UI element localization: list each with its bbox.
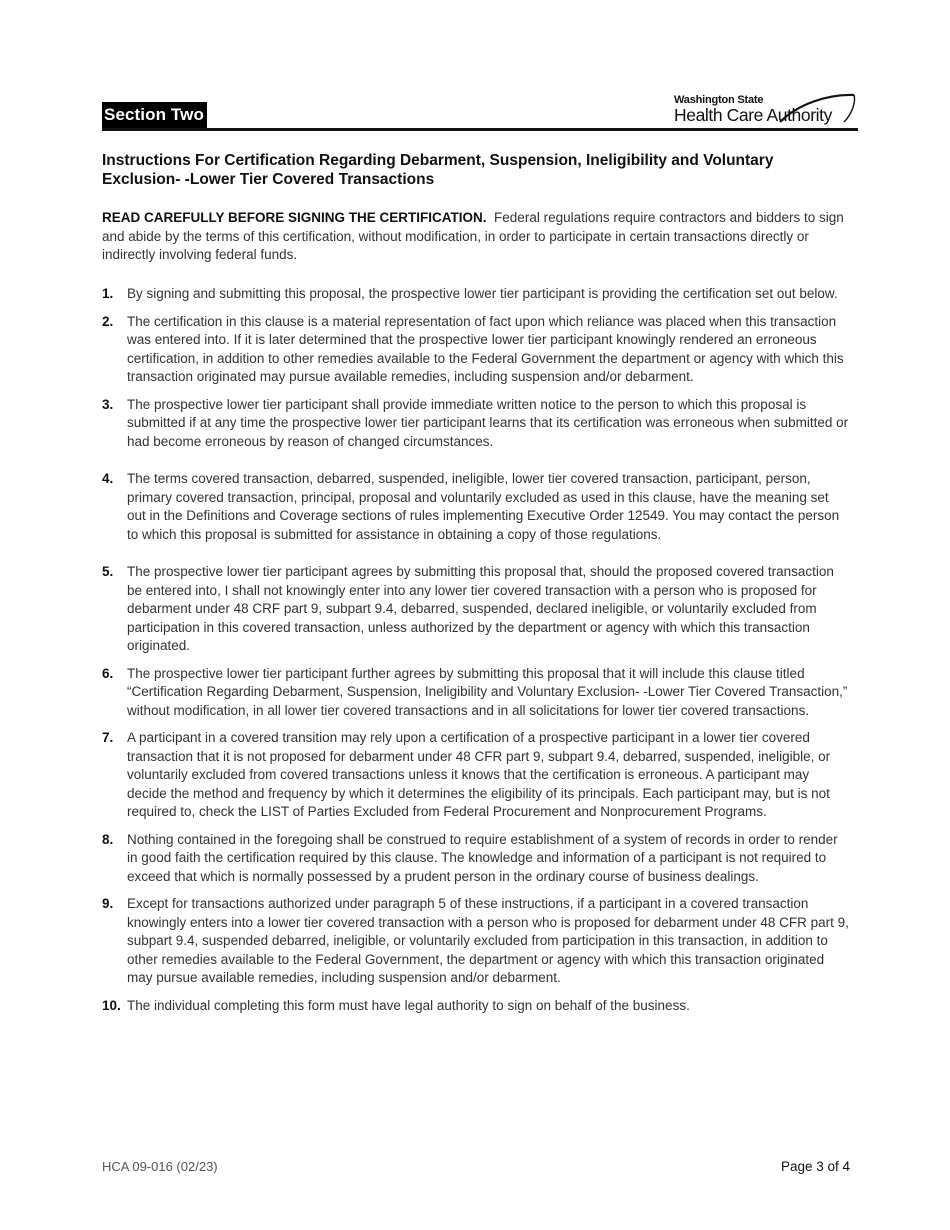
item-text: The certification in this clause is a material representation of fact upon which reliance was placed when this transaction was entered into. If it is later determined that the prospective lower tier participant knowingly rendered an erroneous certification, in addition to other remedies available to the Federal Government the department or agency with which this transaction originated may pursue available remedies, including suspension and/or debarment. xyxy=(127,313,844,384)
item-number: 3. xyxy=(102,396,114,412)
item-number: 9. xyxy=(102,896,114,911)
item-number: 8. xyxy=(102,831,114,847)
item-number: 2. xyxy=(102,313,114,329)
item-number: 10. xyxy=(102,997,121,1013)
header-divider xyxy=(102,128,858,131)
intro-text: Federal regulations require contractors and bidders to sign and abide by the terms of this certification, without modification, in order to participate in certain transactions directly or indirectly involving federal funds. xyxy=(102,210,844,262)
item-text: The prospective lower tier participant further agrees by submitting this proposal that it will include this clause titled “Certification Regarding Debarment, Suspension, Ineligibility and Voluntary Exclusion- -Lower Tier Covered Transaction,” without modification, in all lower tier covered transactions and in all solicitations for lower tier covered transactions. xyxy=(127,665,848,718)
hca-logo xyxy=(668,92,858,126)
item-text: The individual completing this form must have legal authority to sign on behalf of the business. xyxy=(127,997,690,1013)
page-title: Instructions For Certification Regarding Debarment, Suspension, Ineligibility and Voluntary Exclusion- -Lower Tier Covered Transactions xyxy=(102,152,774,188)
list-item xyxy=(102,285,850,304)
list-item xyxy=(102,313,850,387)
item-text: Nothing contained in the foregoing shall be construed to require establishment of a system of records in order to render in good faith the certification required by this clause. The knowledge and information of a participant is not required to exceed that which is normally possessed by a prudent person in the ordinary course of business dealings. xyxy=(127,831,838,884)
item-text: The prospective lower tier participant shall provide immediate written notice to the person to which this proposal is submitted if at any time the prospective lower tier participant learns that its certification was erroneous when submitted or had become erroneous by reason of changed circumstances. xyxy=(127,396,849,449)
item-text: By signing and submitting this proposal, the prospective lower tier participant is providing the certification set out below. xyxy=(127,286,838,301)
intro-paragraph xyxy=(102,209,850,265)
page-number: Page 3 of 4 xyxy=(780,1159,850,1174)
item-text: A participant in a covered transition may rely upon a certification of a prospective participant in a lower tier covered transaction that it is not proposed for debarment under 48 CFR part 9, subpart 9.4, debarred, suspended, ineligible, or voluntarily excluded from covered transactions unless it knows that the certification is erroneous. A participant may decide the method and frequency by which it determines the eligibility of its principals. Each participant may, but is not required to, check the LIST of Parties Excluded from Federal Procurement and Nonprocurement Programs. xyxy=(127,730,831,819)
list-item xyxy=(102,396,850,452)
item-number: 6. xyxy=(102,665,114,681)
item-text: The prospective lower tier participant agrees by submitting this proposal that, should the proposed covered transaction be entered into, I shall not knowingly enter into any lower tier covered transaction with a person who is proposed for debarment under 48 CRF part 9, subpart 9.4, debarred, suspended, declared ineligible, or voluntarily excluded from participation in this covered transaction, unless authorized by the department or agency with which this transaction originated. xyxy=(127,564,834,653)
list-item xyxy=(102,665,850,721)
list-item xyxy=(102,831,850,887)
intro-lead: READ CAREFULLY BEFORE SIGNING THE CERTIFICATION. xyxy=(102,210,487,225)
list-item xyxy=(102,895,850,988)
list-item xyxy=(102,470,850,544)
item-text: Except for transactions authorized under paragraph 5 of these instructions, if a participant in a covered transaction knowingly enters into a lower tier covered transaction with a person who is proposed for debarment under 48 CFR part 9, subpart 9.4, suspended debarred, ineligible, or voluntarily excluded from participation in this transaction, in addition to other remedies available to the Federal Government, the department or agency with which this transaction originated may pursue available remedies, including suspension and/or debarment. xyxy=(127,896,849,985)
section-label: Section Two xyxy=(102,102,207,129)
list-item xyxy=(102,997,850,1016)
list-item xyxy=(102,729,850,822)
item-number: 7. xyxy=(102,730,114,745)
instructions-list xyxy=(102,285,850,1024)
page-header xyxy=(102,92,858,132)
logo-line1: Washington State xyxy=(674,94,764,106)
item-number: 5. xyxy=(102,564,114,579)
item-number: 1. xyxy=(102,286,114,301)
item-number: 4. xyxy=(102,471,114,486)
logo-line2: Health Care Authority xyxy=(674,105,832,125)
form-id: HCA 09-016 (02/23) xyxy=(102,1159,218,1174)
item-text: The terms covered transaction, debarred, suspended, ineligible, lower tier covered transaction, participant, person, primary covered transaction, principal, proposal and voluntarily excluded as used in this clause, have the meaning set out in the Definitions and Coverage sections of rules implementing Executive Order 12549. You may contact the person to which this proposal is submitted for assistance in obtaining a copy of those regulations. xyxy=(127,471,840,542)
list-item xyxy=(102,563,850,656)
